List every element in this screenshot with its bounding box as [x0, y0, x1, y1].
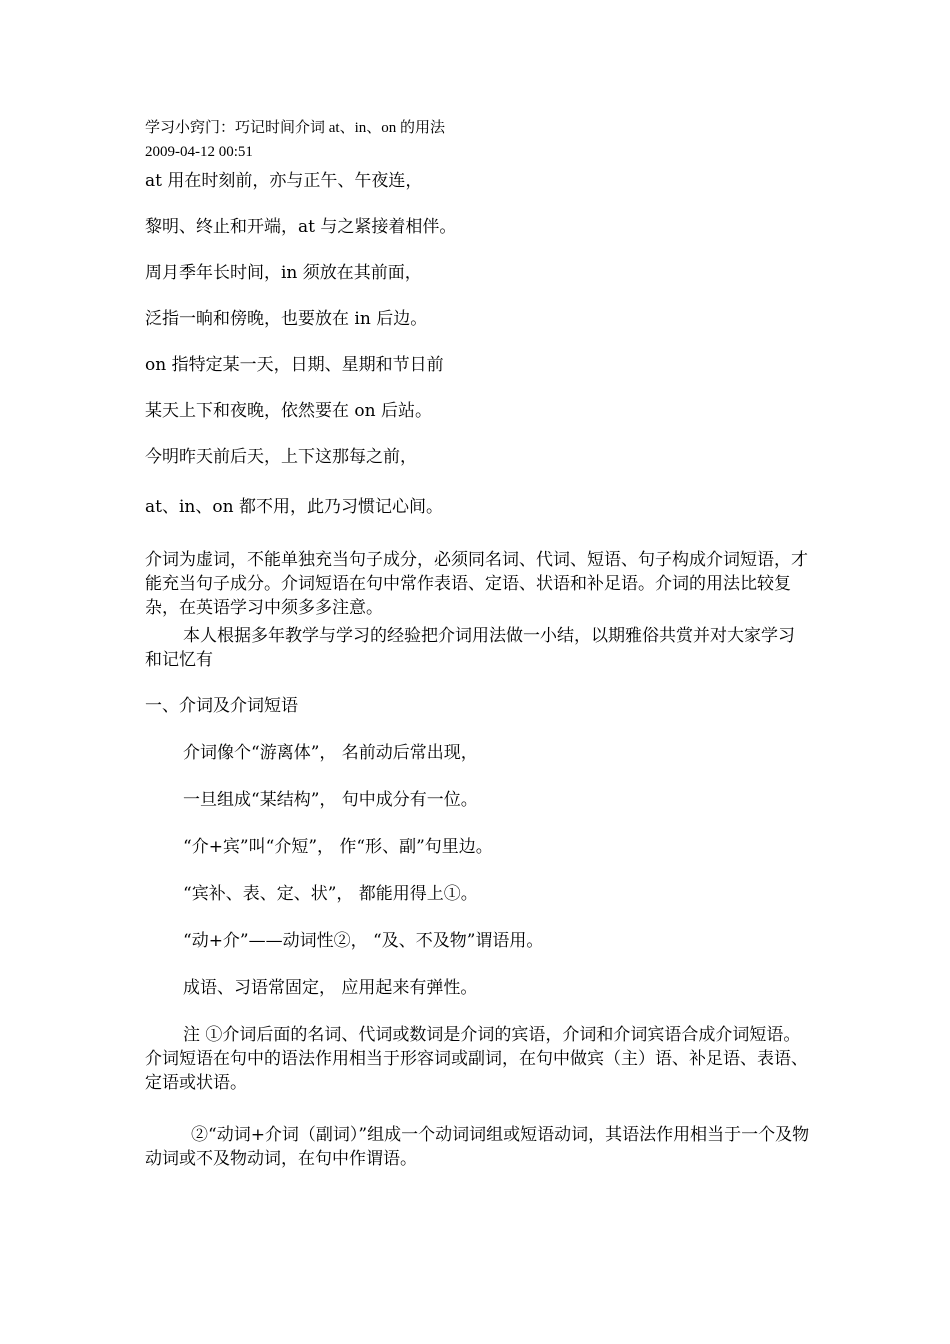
poem-line: 某天上下和夜晚，依然要在 on 后站。	[145, 401, 432, 421]
note-2: ②“动词+介词（副词）”组成一个动词词组或短语动词，其语法作用相当于一个及物动词或不及物动词，在句中作谓语。	[145, 1125, 810, 1169]
poem-line: 周月季年长时间，in 须放在其前面，	[145, 263, 422, 283]
poem-line: at、in、on 都不用，此乃习惯记心间。	[145, 497, 443, 517]
rhyme-line: “动+介”——动词性②， “及、不及物”谓语用。	[183, 931, 544, 951]
rhyme-line: 一旦组成“某结构”， 句中成分有一位。	[183, 790, 478, 810]
author-paragraph: 本人根据多年教学与学习的经验把介词用法做一小结，以期雅俗共赏并对大家学习和记忆有	[145, 626, 795, 670]
poem-line: on 指特定某一天，日期、星期和节日前	[145, 355, 444, 375]
rhyme-line: “介+宾”叫“介短”， 作“形、副”句里边。	[183, 837, 493, 857]
rhyme-line: “宾补、表、定、状”， 都能用得上①。	[183, 884, 478, 904]
poem-line: 泛指一晌和傍晚，也要放在 in 后边。	[145, 309, 428, 329]
poem-line: at 用在时刻前，亦与正午、午夜连，	[145, 171, 423, 191]
document-title: 学习小窍门：巧记时间介词 at、in、on 的用法	[145, 120, 445, 136]
section-heading: 一、介词及介词短语	[145, 696, 298, 716]
note-1: 注 ①介词后面的名词、代词或数词是介词的宾语，介词和介词宾语合成介词短语。介词短语在句中的语法作用相当于形容词或副词，在句中做宾（主）语、补足语、表语、定语或状语。	[145, 1025, 808, 1093]
poem-line: 黎明、终止和开端，at 与之紧接着相伴。	[145, 217, 457, 237]
rhyme-line: 成语、习语常固定， 应用起来有弹性。	[183, 978, 478, 998]
intro-paragraph: 介词为虚词，不能单独充当句子成分，必须同名词、代词、短语、句子构成介词短语，才能充当句子成分。介词短语在句中常作表语、定语、状语和补足语。介词的用法比较复杂，在英语学习中须多多注意。	[145, 550, 808, 618]
rhyme-line: 介词像个“游离体”， 名前动后常出现，	[183, 743, 478, 763]
poem-line: 今明昨天前后天，上下这那每之前，	[145, 447, 417, 467]
document-date: 2009-04-12 00:51	[145, 144, 253, 160]
